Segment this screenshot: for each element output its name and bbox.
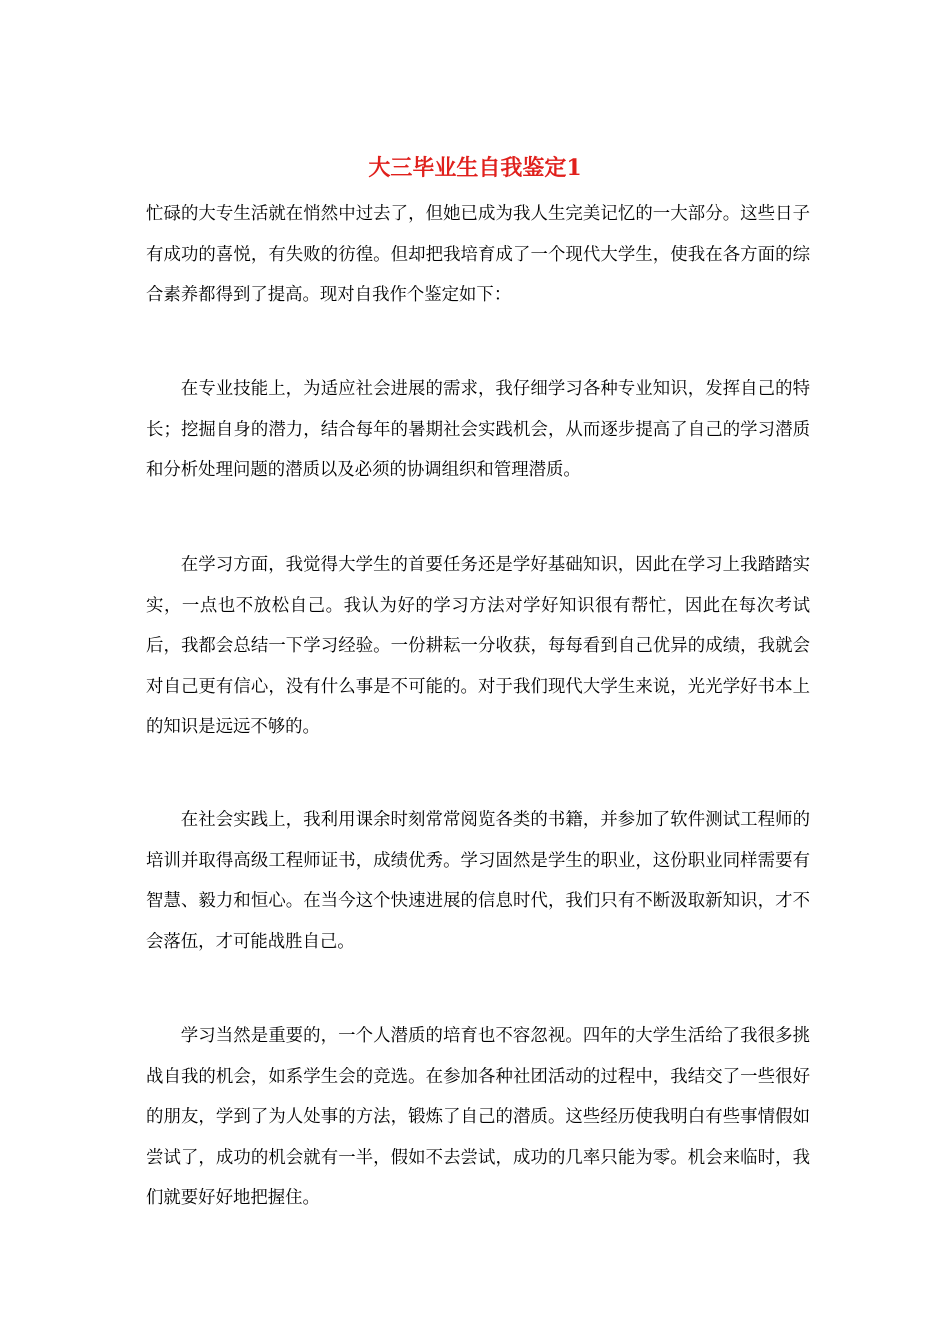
document-title: 大三毕业生自我鉴定1 <box>368 155 582 181</box>
paragraph-professional-skills: 在专业技能上，为适应社会进展的需求，我仔细学习各种专业知识，发挥自己的特长；挖掘自身的潜力，结合每年的暑期社会实践机会，从而逐步提高了自己的学习潜质和分析处理问题的潜质以及必须的协调组织和管理潜质。 <box>146 379 810 481</box>
paragraph-social-practice: 在社会实践上，我利用课余时刻常常阅览各类的书籍，并参加了软件测试工程师的培训并取得高级工程师证书，成绩优秀。学习固然是学生的职业，这份职业同样需要有智慧、毅力和恒心。在当今这个快速进展的信息时代，我们只有不断汲取新知识，才不会落伍，才可能战胜自己。 <box>146 810 810 952</box>
paragraph-intro: 忙碌的大专生活就在悄然中过去了，但她已成为我人生完美记忆的一大部分。这些日子有成功的喜悦，有失败的彷徨。但却把我培育成了一个现代大学生，使我在各方面的综合素养都得到了提高。现对自我作个鉴定如下： <box>146 204 810 306</box>
paragraph-personal-development: 学习当然是重要的，一个人潜质的培育也不容忽视。四年的大学生活给了我很多挑战自我的机会，如系学生会的竞选。在参加各种社团活动的过程中，我结交了一些很好的朋友，学到了为人处事的方法，锻炼了自己的潜质。这些经历使我明白有些事情假如尝试了，成功的机会就有一半，假如不去尝试，成功的几率只能为零。机会来临时，我们就要好好地把握住。 <box>146 1026 810 1209</box>
paragraph-study: 在学习方面，我觉得大学生的首要任务还是学好基础知识，因此在学习上我踏踏实实，一点也不放松自己。我认为好的学习方法对学好知识很有帮忙，因此在每次考试后，我都会总结一下学习经验。一份耕耘一分收获，每每看到自己优异的成绩，我就会对自己更有信心，没有什么事是不可能的。对于我们现代大学生来说，光光学好书本上的知识是远远不够的。 <box>146 555 810 738</box>
